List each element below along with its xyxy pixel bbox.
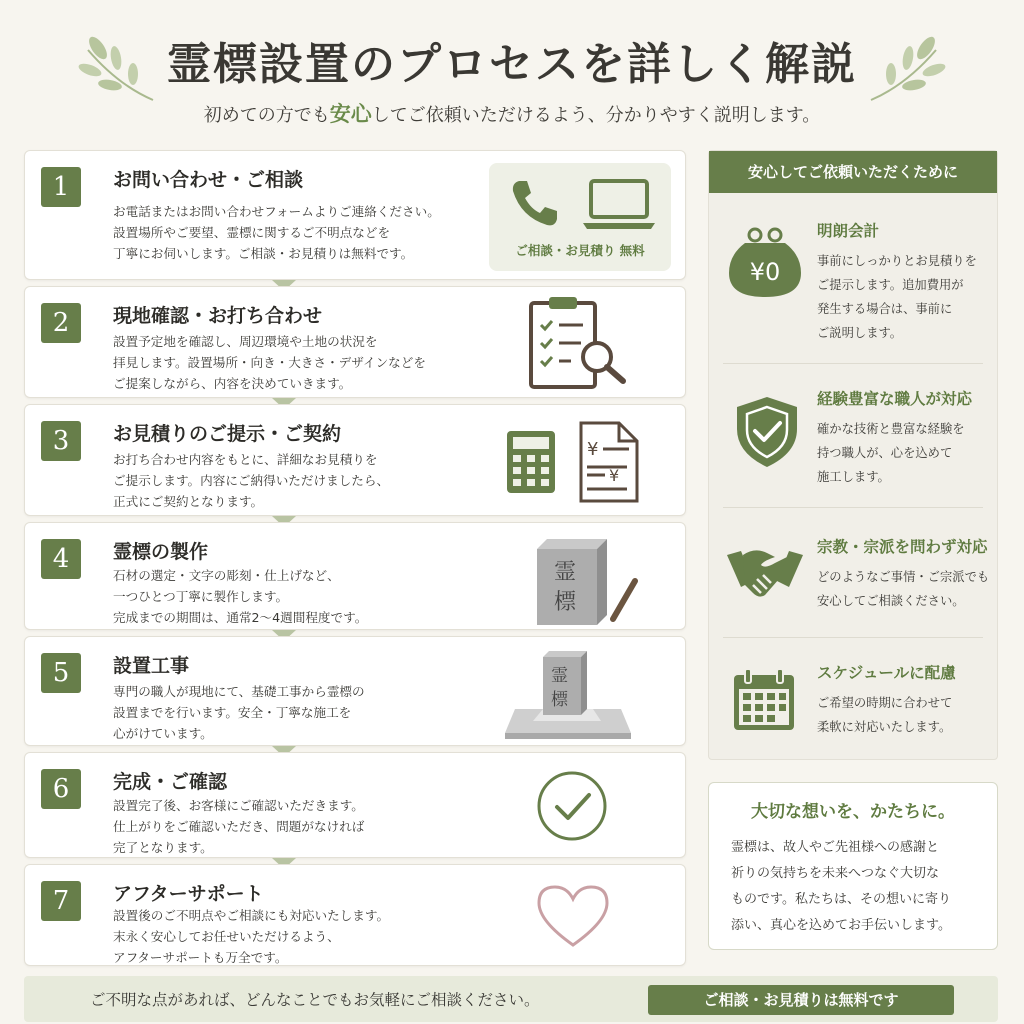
message-title: 大切な想いを、かたちに。 [751, 802, 955, 822]
reassurance-panel [708, 150, 998, 760]
feature-description: 確かな技術と豊富な経験を 持つ職人が、心を込めて 施工します。 [817, 422, 965, 484]
step-number: 7 [41, 881, 81, 921]
step-card [24, 636, 686, 746]
subtitle-text: 初めての方でも [203, 105, 330, 126]
page-subtitle [0, 98, 1024, 128]
feature-title: 明朗会計 [817, 221, 880, 240]
divider [723, 637, 983, 638]
step-number: 2 [41, 303, 81, 343]
feature-title: 経験豊富な職人が対応 [817, 389, 973, 408]
free-consultation-button[interactable]: ご相談・お見積りは無料です [648, 985, 954, 1015]
stone-engraving: 標 [551, 690, 568, 710]
step-card [24, 150, 686, 280]
feature-item [709, 661, 997, 801]
page-title: 霊標設置のプロセスを詳しく解説 [167, 39, 857, 90]
step-number: 4 [41, 539, 81, 579]
step-title: お問い合わせ・ご相談 [113, 169, 304, 191]
step-description: 専門の職人が現地にて、基礎工事から霊標の 設置までを行います。安全・丁寧な施工を 心がけています。 [113, 684, 365, 741]
subtitle-highlight: 安心 [329, 102, 372, 126]
feature-item [709, 535, 997, 675]
feature-item [709, 387, 997, 527]
footer-text: ご不明な点があれば、どんなことでもお気軽にご相談ください。 [90, 991, 540, 1009]
step-title: お見積りのご提示・ご契約 [113, 423, 342, 445]
stone-engraving: 霊 [554, 560, 577, 585]
handshake-icon [725, 541, 805, 605]
shield-check-icon [731, 393, 803, 471]
step-title: 設置工事 [113, 655, 190, 677]
svg-text:¥: ¥ [587, 439, 599, 460]
stone-tablet-icon [531, 535, 643, 627]
step-card [24, 522, 686, 630]
feature-title: 宗教・宗派を問わず対応 [817, 537, 988, 556]
step-card [24, 286, 686, 398]
check-circle-icon [535, 769, 609, 843]
step-title: 霊標の製作 [113, 541, 209, 563]
divider [723, 507, 983, 508]
step-number: 6 [41, 769, 81, 809]
message-box [708, 782, 998, 950]
step-card [24, 864, 686, 966]
step-number: 5 [41, 653, 81, 693]
step-number: 1 [41, 167, 81, 207]
feature-description: どのようなご事情・ご宗派でも 安心してご相談ください。 [817, 570, 990, 608]
feature-title: スケジュールに配慮 [817, 663, 956, 682]
step-title: アフターサポート [113, 883, 264, 905]
phone-icon [507, 175, 563, 231]
step-card [24, 752, 686, 858]
coin-purse-icon [727, 225, 803, 299]
step-number: 3 [41, 421, 81, 461]
step-description: 設置完了後、お客様にご確認いただきます。 仕上がりをご確認いただき、問題がなければ 完了となります。 [113, 798, 365, 855]
svg-text:¥: ¥ [609, 466, 620, 485]
stone-engraving: 霊 [551, 666, 568, 686]
contact-badge [489, 163, 671, 271]
footer-bar [24, 976, 998, 1022]
heart-icon [533, 881, 613, 951]
subtitle-text: してご依頼いただけるよう、分かりやすく説明します。 [371, 105, 821, 126]
step-description: 設置後のご不明点やご相談にも対応いたします。 末永く安心してお任せいただけるよう、 アフターサポートも万全です。 [113, 908, 390, 965]
badge-label: ご相談・お見積り 無料 [515, 243, 645, 258]
installation-icon [503, 647, 633, 741]
panel-heading: 安心してご依頼いただくために [709, 151, 997, 193]
step-description: 設置予定地を確認し、周辺環境や土地の状況を 拝見します。設置場所・向き・大きさ・デザインなどを ご提案しながら、内容を決めていきます。 [113, 334, 426, 391]
feature-item [709, 219, 997, 359]
purse-label: ¥0 [749, 258, 781, 286]
step-description: 石材の選定・文字の彫刻・仕上げなど、 一つひとつ丁寧に製作します。 完成までの期間は、通常2～4週間程度です。 [113, 568, 368, 625]
step-title: 完成・ご確認 [113, 771, 228, 793]
step-description: お打ち合わせ内容をもとに、詳細なお見積りを ご提示します。内容にご納得いただけましたら、 正式にご契約となります。 [113, 452, 390, 509]
clipboard-search-icon [525, 295, 635, 391]
stone-engraving: 標 [554, 590, 577, 615]
page-header [0, 0, 1024, 140]
step-description: お電話またはお問い合わせフォームよりご連絡ください。 設置場所やご要望、霊標に関するご不明点などを 丁寧にお伺いします。ご相談・お見積りは無料です。 [113, 204, 440, 261]
message-body: 霊標は、故人やご先祖様への感謝と 祈りの気持ちを未来へつなぐ大切な ものです。私たちは、その想いに寄り 添い、真心を込めてお手伝いします。 [731, 840, 951, 933]
estimate-document-icon [577, 419, 641, 505]
step-card [24, 404, 686, 516]
feature-description: ご希望の時期に合わせて 柔軟に対応いたします。 [817, 696, 953, 734]
calculator-icon [505, 429, 557, 495]
laptop-icon [581, 177, 657, 233]
divider [723, 363, 983, 364]
step-title: 現地確認・お打ち合わせ [113, 305, 323, 327]
calendar-icon [731, 667, 797, 733]
feature-description: 事前にしっかりとお見積りを ご提示します。追加費用が 発生する場合は、事前に ご説明します。 [817, 254, 977, 340]
